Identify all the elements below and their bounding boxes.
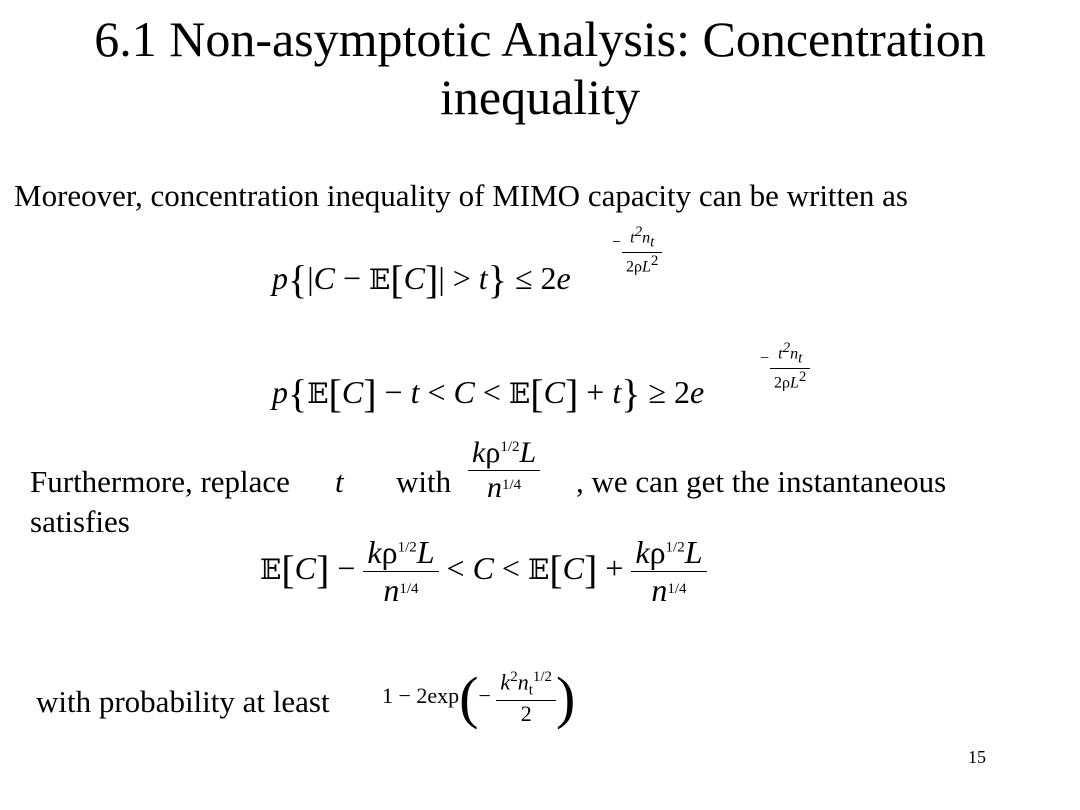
further-text-d: satisfies <box>30 504 130 539</box>
further-text-c: , we can get the instantaneous <box>576 464 947 499</box>
intro-text: Moreover, concentration inequality of MIMO capacity can be written as <box>14 178 908 213</box>
further-text-a: Furthermore, replace <box>30 464 290 499</box>
equation-1: p{|C − 𝔼[C]| > t} ≤ 2e − $t^2n_t$ $2\rho L^2$ <box>272 218 692 308</box>
equation-2: p{𝔼[C] − t < C < 𝔼[C] + t} ≥ 2e − $t^2n_t$ $2\rho L^2$ <box>272 334 832 424</box>
replace-fraction: $\frac{k\rho^{1/2}L}{n^{1/4}}$ <box>468 436 540 505</box>
further-text-b: with <box>396 464 452 499</box>
slide-title <box>0 10 1080 126</box>
page-number: 15 <box>968 747 986 767</box>
prob-text: with probability at least <box>36 684 330 719</box>
prob-expression: 1 − 2exp(− $\frac{k^2n_t^{1/2}}{2}$ ) <box>382 665 576 730</box>
equation-3: 𝔼[C] − $\frac{k\rho^{1/2}L}{n^{1/4}}$ < C < 𝔼[C] + $\frac{k\rho^{1/2}L}{n^{1/4}}$ <box>260 534 707 609</box>
title-line-1: 6.1 Non-asymptotic Analysis: Concentration <box>94 11 986 67</box>
title-line-2: inequality <box>440 69 640 125</box>
further-var: t <box>335 464 344 499</box>
